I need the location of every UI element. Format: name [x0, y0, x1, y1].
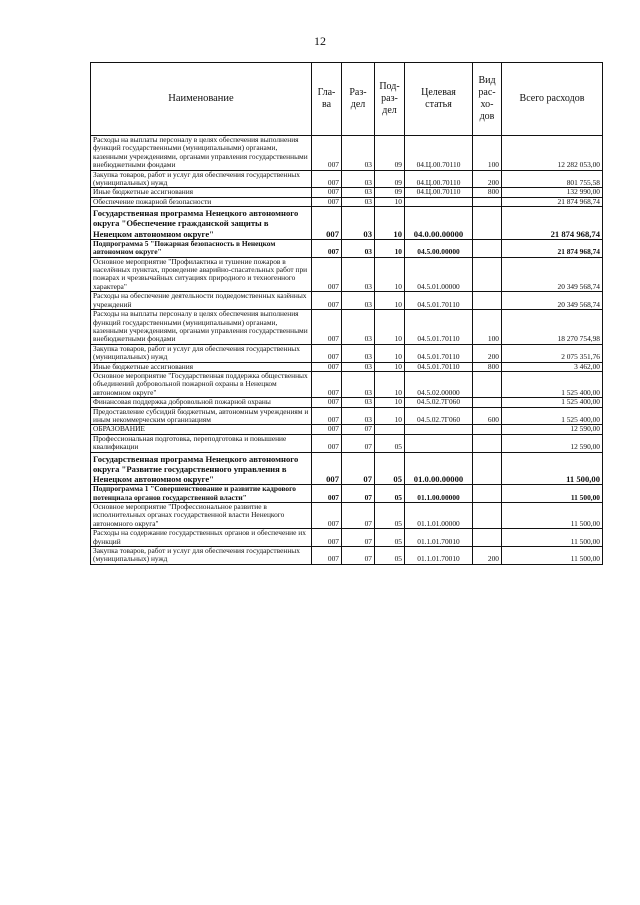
row-sum: 1 525 400,00	[502, 371, 603, 397]
row-sum: 1 525 400,00	[502, 407, 603, 425]
row-vid: 100	[473, 136, 502, 171]
row-podrazdel: 05	[375, 529, 405, 547]
row-name: Расходы на выплаты персоналу в целях обеспечения выполнения функций государственными (муниципальными) органами, казенными учреждениями, органами управления государственными внебюджетными фондами	[91, 136, 312, 171]
row-sum: 21 874 968,74	[502, 197, 603, 206]
row-glava: 007	[312, 239, 342, 257]
row-glava: 007	[312, 188, 342, 197]
table-row	[91, 425, 603, 434]
row-name: Расходы на содержание государственных органов и обеспечение их функций	[91, 529, 312, 547]
row-glava: 007	[312, 503, 342, 529]
row-podrazdel: 10	[375, 371, 405, 397]
table-row	[91, 371, 603, 397]
row-vid: 200	[473, 344, 502, 362]
row-razdel: 03	[342, 188, 375, 197]
row-sum: 11 500,00	[502, 529, 603, 547]
row-podrazdel: 10	[375, 292, 405, 310]
row-vid	[473, 257, 502, 292]
row-podrazdel: 09	[375, 170, 405, 188]
row-glava: 007	[312, 434, 342, 452]
row-podrazdel: 05	[375, 503, 405, 529]
row-glava: 007	[312, 310, 342, 345]
row-razdel: 07	[342, 485, 375, 503]
row-sum: 12 282 053,00	[502, 136, 603, 171]
row-name: Иные бюджетные ассигнования	[91, 188, 312, 197]
row-celevaya: 01.1.00.00000	[405, 485, 473, 503]
row-glava: 007	[312, 292, 342, 310]
row-name: Государственная программа Ненецкого автономного округа "Обеспечение гражданской защиты в Ненецком автономном округе"	[91, 207, 312, 240]
row-sum: 2 075 351,76	[502, 344, 603, 362]
row-sum: 12 590,00	[502, 425, 603, 434]
budget-table	[90, 62, 603, 565]
header-row	[91, 63, 603, 136]
row-vid	[473, 398, 502, 407]
row-celevaya: 04.5.02.7Г060	[405, 407, 473, 425]
row-vid: 600	[473, 407, 502, 425]
table-row	[91, 257, 603, 292]
row-glava: 007	[312, 485, 342, 503]
row-glava: 007	[312, 529, 342, 547]
row-glava: 007	[312, 547, 342, 565]
row-celevaya: 01.1.01.70010	[405, 529, 473, 547]
row-sum: 11 500,00	[502, 503, 603, 529]
row-vid	[473, 197, 502, 206]
table-row	[91, 197, 603, 206]
row-glava: 007	[312, 425, 342, 434]
row-name: Подпрограмма 1 "Совершенствование и развитие кадрового потенциала органов государственной власти"	[91, 485, 312, 503]
row-celevaya	[405, 434, 473, 452]
row-glava: 007	[312, 170, 342, 188]
row-sum: 21 874 968,74	[502, 239, 603, 257]
table-row	[91, 239, 603, 257]
row-vid	[473, 239, 502, 257]
row-podrazdel: 10	[375, 197, 405, 206]
header-podrazdel: Под- раз- дел	[375, 63, 405, 136]
row-razdel: 03	[342, 136, 375, 171]
table-row	[91, 434, 603, 452]
row-glava: 007	[312, 207, 342, 240]
row-sum: 11 500,00	[502, 547, 603, 565]
table-row	[91, 188, 603, 197]
row-celevaya: 04.5.01.70110	[405, 310, 473, 345]
row-name: Основное мероприятие "Государственная поддержка общественных объединений добровольной пожарной охраны в Ненецком автономном округе"	[91, 371, 312, 397]
row-podrazdel: 10	[375, 207, 405, 240]
row-vid	[473, 485, 502, 503]
row-celevaya: 04.5.02.00000	[405, 371, 473, 397]
row-vid	[473, 503, 502, 529]
row-razdel: 03	[342, 207, 375, 240]
row-glava: 007	[312, 344, 342, 362]
row-name: Закупка товаров, работ и услуг для обеспечения государственных (муниципальных) нужд	[91, 547, 312, 565]
table-row	[91, 503, 603, 529]
row-name: Предоставление субсидий бюджетным, автономным учреждениям и иным некоммерческим организациям	[91, 407, 312, 425]
row-sum: 11 500,00	[502, 485, 603, 503]
row-glava: 007	[312, 257, 342, 292]
row-name: Основное мероприятие "Профилактика и тушение пожаров в населённых пунктах, проведение аварийно-спасательных работ при пожарах и чрезвычайных ситуациях природного и техногенного характера"	[91, 257, 312, 292]
row-sum: 12 590,00	[502, 434, 603, 452]
row-razdel: 03	[342, 371, 375, 397]
table-row	[91, 452, 603, 485]
row-celevaya: 04.5.00.00000	[405, 239, 473, 257]
row-vid: 200	[473, 170, 502, 188]
row-vid	[473, 425, 502, 434]
row-razdel: 07	[342, 503, 375, 529]
row-sum: 20 349 568,74	[502, 292, 603, 310]
row-razdel: 03	[342, 407, 375, 425]
row-podrazdel: 05	[375, 547, 405, 565]
row-sum: 1 525 400,00	[502, 398, 603, 407]
row-celevaya: 01.1.01.70010	[405, 547, 473, 565]
header-razdel: Раз- дел	[342, 63, 375, 136]
table-row	[91, 292, 603, 310]
row-name: Расходы на выплаты персоналу в целях обеспечения выполнения функций государственными (муниципальными) органами, казенными учреждениями, органами управления государственными внебюджетными фондами	[91, 310, 312, 345]
row-name: Подпрограмма 5 "Пожарная безопасность в Ненецком автономном округе"	[91, 239, 312, 257]
row-celevaya: 04.5.01.70110	[405, 292, 473, 310]
row-glava: 007	[312, 197, 342, 206]
row-razdel: 03	[342, 310, 375, 345]
row-celevaya: 04.0.00.00000	[405, 207, 473, 240]
row-podrazdel: 09	[375, 136, 405, 171]
row-vid	[473, 371, 502, 397]
header-name: Наименование	[91, 63, 312, 136]
row-name: Профессиональная подготовка, переподготовка и повышение квалификации	[91, 434, 312, 452]
table-row	[91, 398, 603, 407]
row-razdel: 07	[342, 547, 375, 565]
page-number: 12	[314, 34, 326, 48]
row-name: Государственная программа Ненецкого автономного округа "Развитие государственного управления в Ненецком автономном округе"	[91, 452, 312, 485]
header-vid: Вид рас- хо- дов	[473, 63, 502, 136]
row-sum: 801 755,58	[502, 170, 603, 188]
table-row	[91, 407, 603, 425]
row-razdel: 03	[342, 170, 375, 188]
row-razdel: 03	[342, 344, 375, 362]
row-podrazdel: 10	[375, 407, 405, 425]
row-celevaya: 04.5.01.70110	[405, 344, 473, 362]
row-podrazdel: 10	[375, 239, 405, 257]
row-name: Основное мероприятие "Профессиональное развитие в исполнительных органах государственной власти Ненецкого автономного округа"	[91, 503, 312, 529]
row-razdel: 07	[342, 529, 375, 547]
row-podrazdel: 10	[375, 310, 405, 345]
row-celevaya: 01.1.01.00000	[405, 503, 473, 529]
row-name: Обеспечение пожарной безопасности	[91, 197, 312, 206]
row-vid: 200	[473, 547, 502, 565]
row-razdel: 03	[342, 362, 375, 371]
row-glava: 007	[312, 136, 342, 171]
row-vid	[473, 452, 502, 485]
row-celevaya: 04.5.01.70110	[405, 362, 473, 371]
row-podrazdel: 10	[375, 362, 405, 371]
row-vid	[473, 207, 502, 240]
row-glava: 007	[312, 452, 342, 485]
table-row	[91, 529, 603, 547]
table-row	[91, 547, 603, 565]
table-row	[91, 170, 603, 188]
table-body	[91, 136, 603, 565]
row-celevaya: 04.Ц.00.70110	[405, 136, 473, 171]
row-razdel: 07	[342, 452, 375, 485]
row-sum: 132 990,00	[502, 188, 603, 197]
row-celevaya: 04.Ц.00.70110	[405, 188, 473, 197]
row-razdel: 07	[342, 434, 375, 452]
row-podrazdel: 10	[375, 257, 405, 292]
header-vsego: Всего расходов	[502, 63, 603, 136]
row-sum: 21 874 968,74	[502, 207, 603, 240]
table-row	[91, 136, 603, 171]
row-podrazdel: 09	[375, 188, 405, 197]
row-sum: 3 462,00	[502, 362, 603, 371]
header-glava: Гла- ва	[312, 63, 342, 136]
row-glava: 007	[312, 407, 342, 425]
row-vid: 100	[473, 310, 502, 345]
row-celevaya	[405, 425, 473, 434]
row-glava: 007	[312, 371, 342, 397]
row-razdel: 03	[342, 257, 375, 292]
row-razdel: 03	[342, 398, 375, 407]
row-celevaya	[405, 197, 473, 206]
row-glava: 007	[312, 398, 342, 407]
row-podrazdel: 05	[375, 434, 405, 452]
row-celevaya: 04.Ц.00.70110	[405, 170, 473, 188]
row-podrazdel: 05	[375, 452, 405, 485]
row-vid	[473, 434, 502, 452]
row-sum: 11 500,00	[502, 452, 603, 485]
row-podrazdel: 05	[375, 485, 405, 503]
row-razdel: 03	[342, 292, 375, 310]
row-podrazdel	[375, 425, 405, 434]
row-vid	[473, 292, 502, 310]
row-glava: 007	[312, 362, 342, 371]
row-name: Закупка товаров, работ и услуг для обеспечения государственных (муниципальных) нужд	[91, 170, 312, 188]
row-sum: 18 270 754,98	[502, 310, 603, 345]
row-celevaya: 04.5.02.7Г060	[405, 398, 473, 407]
table-row	[91, 310, 603, 345]
row-name: Финансовая поддержка добровольной пожарной охраны	[91, 398, 312, 407]
row-name: Расходы на обеспечение деятельности подведомственных казённых учреждений	[91, 292, 312, 310]
row-name: Закупка товаров, работ и услуг для обеспечения государственных (муниципальных) нужд	[91, 344, 312, 362]
row-razdel: 03	[342, 197, 375, 206]
row-name: ОБРАЗОВАНИЕ	[91, 425, 312, 434]
row-razdel: 07	[342, 425, 375, 434]
row-podrazdel: 10	[375, 344, 405, 362]
table-row	[91, 485, 603, 503]
row-vid: 800	[473, 362, 502, 371]
header-celevaya: Целевая статья	[405, 63, 473, 136]
row-celevaya: 04.5.01.00000	[405, 257, 473, 292]
table-row	[91, 344, 603, 362]
row-razdel: 03	[342, 239, 375, 257]
table-row	[91, 207, 603, 240]
row-name: Иные бюджетные ассигнования	[91, 362, 312, 371]
row-vid: 800	[473, 188, 502, 197]
row-podrazdel: 10	[375, 398, 405, 407]
row-sum: 20 349 568,74	[502, 257, 603, 292]
row-celevaya: 01.0.00.00000	[405, 452, 473, 485]
row-vid	[473, 529, 502, 547]
